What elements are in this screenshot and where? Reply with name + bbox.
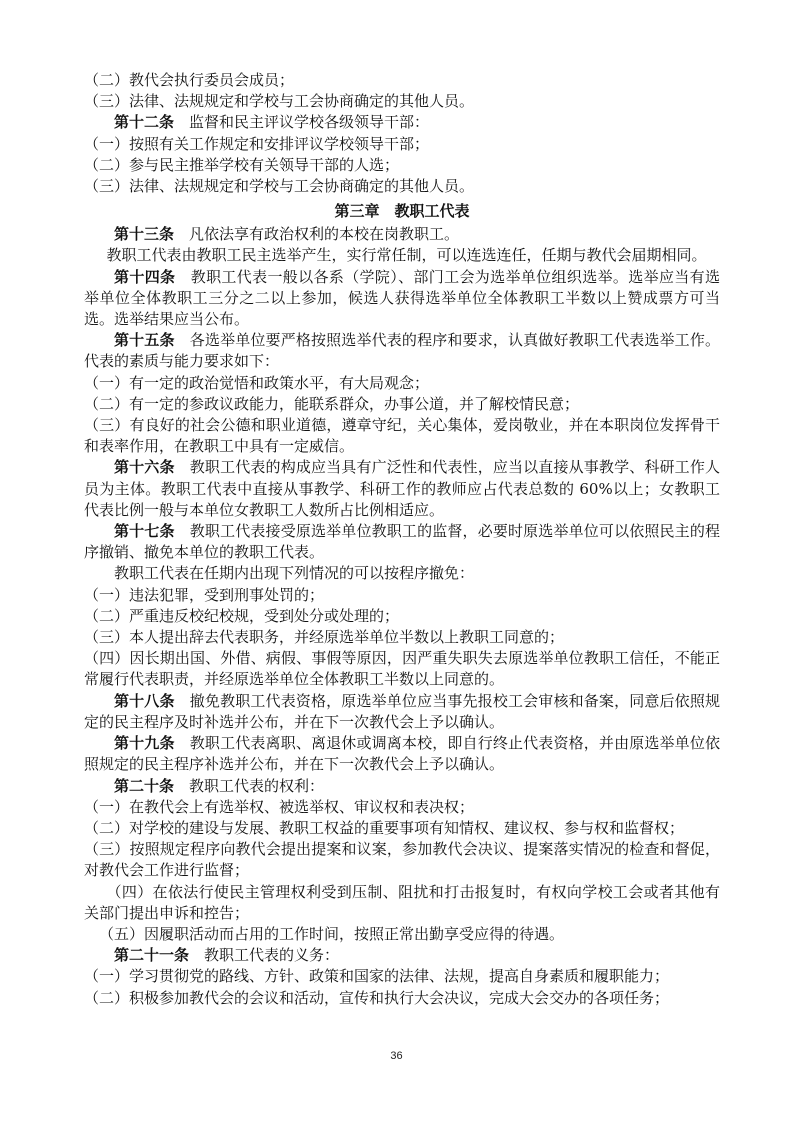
paragraph-text: （一）在教代会上有选举权、被选举权、审议权和表决权；	[84, 797, 475, 816]
paragraph-text: （二）教代会执行委员会成员；	[84, 71, 295, 89]
paragraph-text: （三）按照规定程序向教代会提出提案和议案，参加教代会决议、提案落实情况的检查和督促，对教代会工作进行监督；	[84, 840, 720, 880]
paragraph	[84, 882, 720, 924]
paragraph-text: 教职工代表的义务：	[189, 946, 340, 965]
chapter-heading: 第三章 教职工代表	[334, 202, 470, 221]
paragraph-text: （二）参与民主推举学校有关领导干部的人选；	[84, 155, 400, 174]
paragraph	[84, 648, 720, 690]
paragraph	[84, 134, 720, 155]
paragraph	[84, 91, 720, 112]
paragraph	[84, 988, 720, 1009]
paragraph-text: （四）因长期出国、外借、病假、事假等原因，因严重失职失去原选举单位教职工信任，不能正常履行代表职责，并经原选举单位全体教职工半数以上同意的。	[84, 649, 720, 689]
paragraph	[84, 627, 720, 648]
paragraph-text: （三）有良好的社会公德和职业道德，遵章守纪，关心集体，爱岗敬业，并在本职岗位发挥骨干和表率作用，在教职工中具有一定威信。	[84, 416, 720, 456]
article-number: 第十六条	[114, 458, 175, 477]
paragraph-text: （三）本人提出辞去代表职务，并经原选举单位半数以上教职工同意的；	[84, 628, 565, 647]
paragraph	[84, 155, 720, 176]
paragraph-text: （二）对学校的建设与发展、教职工权益的重要事项有知情权、建议权、参与权和监督权；	[84, 818, 685, 837]
paragraph-text: 凡依法享有政治权利的本校在岗教职工。	[174, 225, 460, 244]
article-paragraph	[84, 112, 720, 133]
paragraph-text: （一）有一定的政治觉悟和政策水平，有大局观念；	[84, 373, 430, 392]
paragraph-text: （三）法律、法规规定和学校与工会协商确定的其他人员。	[84, 92, 475, 111]
article-paragraph	[84, 267, 720, 331]
paragraph	[84, 924, 720, 945]
paragraph-text: （一）按照有关工作规定和安排评议学校领导干部；	[84, 134, 430, 153]
paragraph-text: 教职工代表一般以各系（学院）、部门工会为选举单位组织选举。选举应当有选举单位全体教职工三分之二以上参加，候选人获得选举单位全体教职工半数以上赞成票方可当选。选举结果应当公布。	[84, 267, 720, 329]
paragraph-text: 教职工代表离职、离退休或调离本校，即自行终止代表资格，并由原选举单位依照规定的民主程序补选并公布，并在下一次教代会上予以确认。	[84, 734, 720, 774]
article-number: 第二十一条	[114, 946, 190, 965]
article-number: 第十九条	[114, 734, 175, 753]
paragraph-text: 监督和民主评议学校各级领导干部：	[174, 113, 430, 132]
article-paragraph	[84, 691, 720, 733]
paragraph-text: （二）有一定的参政议政能力，能联系群众，办事公道，并了解校情民意；	[84, 394, 580, 413]
paragraph-text: 教职工代表在任期内出现下列情况的可以按程序撤免：	[114, 564, 475, 583]
paragraph-text: 各选举单位要严格按照选举代表的程序和要求，认真做好教职工代表选举工作。代表的素质与能力要求如下：	[84, 331, 720, 371]
paragraph-text: 教职工代表由教职工民主选举产生，实行常任制，可以连选连任，任期与教代会届期相同。	[106, 246, 707, 265]
paragraph-text: （二）严重违反校纪校规，受到处分或处理的；	[84, 606, 400, 625]
paragraph-text: 教职工代表的构成应当具有广泛性和代表性，应当以直接从事教学、科研工作人员为主体。教职工代表中直接从事教学、科研工作的教师应占代表总数的 60%以上；女教职工代表比例一般与本单位女教职工人数所占比例相适应。	[84, 458, 720, 519]
paragraph	[84, 394, 720, 415]
paragraph	[84, 176, 720, 197]
paragraph	[84, 839, 720, 881]
paragraph	[84, 585, 720, 606]
article-paragraph	[84, 457, 720, 521]
page-number: 36	[390, 1050, 403, 1062]
article-number: 第十二条	[114, 113, 175, 132]
paragraph	[84, 966, 720, 987]
paragraph-text: 撤免教职工代表资格，原选举单位应当事先报校工会审核和备案，同意后依照规定的民主程序及时补选并公布，并在下一次教代会上予以确认。	[84, 691, 720, 731]
article-paragraph	[84, 945, 720, 966]
paragraph-text: （二）积极参加教代会的会议和活动，宣传和执行大会决议，完成大会交办的各项任务；	[84, 988, 670, 1007]
article-number: 第十五条	[114, 331, 175, 350]
document-body	[84, 70, 720, 1009]
paragraph-text: （五）因履职活动而占用的工作时间，按照正常出勤享受应得的待遇。	[99, 924, 565, 943]
paragraph-text: （四）在依法行使民主管理权利受到压制、阻扰和打击报复时，有权向学校工会或者其他有关部门提出申诉和控告；	[84, 882, 720, 922]
paragraph-text: （一）学习贯彻党的路线、方针、政策和国家的法律、法规，提高自身素质和履职能力；	[84, 967, 670, 986]
paragraph	[84, 415, 720, 457]
paragraph	[84, 797, 720, 818]
paragraph	[84, 70, 720, 91]
paragraph-text: 教职工代表的权利：	[174, 776, 325, 795]
article-paragraph	[84, 733, 720, 775]
article-paragraph	[84, 521, 720, 563]
article-number: 第十八条	[114, 691, 175, 710]
article-number: 第十四条	[114, 267, 176, 286]
article-number: 第二十条	[114, 776, 175, 795]
article-number: 第十三条	[114, 225, 175, 244]
paragraph-text: 教职工代表接受原选举单位教职工的监督，必要时原选举单位可以依照民主的程序撤销、撤免本单位的教职工代表。	[84, 522, 720, 562]
paragraph	[84, 606, 720, 627]
paragraph-text: （一）违法犯罪，受到刑事处罚的；	[84, 585, 325, 604]
article-paragraph	[84, 776, 720, 797]
paragraph	[84, 563, 720, 584]
paragraph	[84, 818, 720, 839]
article-paragraph	[84, 330, 720, 372]
paragraph	[84, 373, 720, 394]
paragraph-text: （三）法律、法规规定和学校与工会协商确定的其他人员。	[84, 177, 475, 196]
article-number: 第十七条	[114, 522, 175, 541]
paragraph	[84, 245, 720, 266]
article-paragraph	[84, 224, 720, 245]
